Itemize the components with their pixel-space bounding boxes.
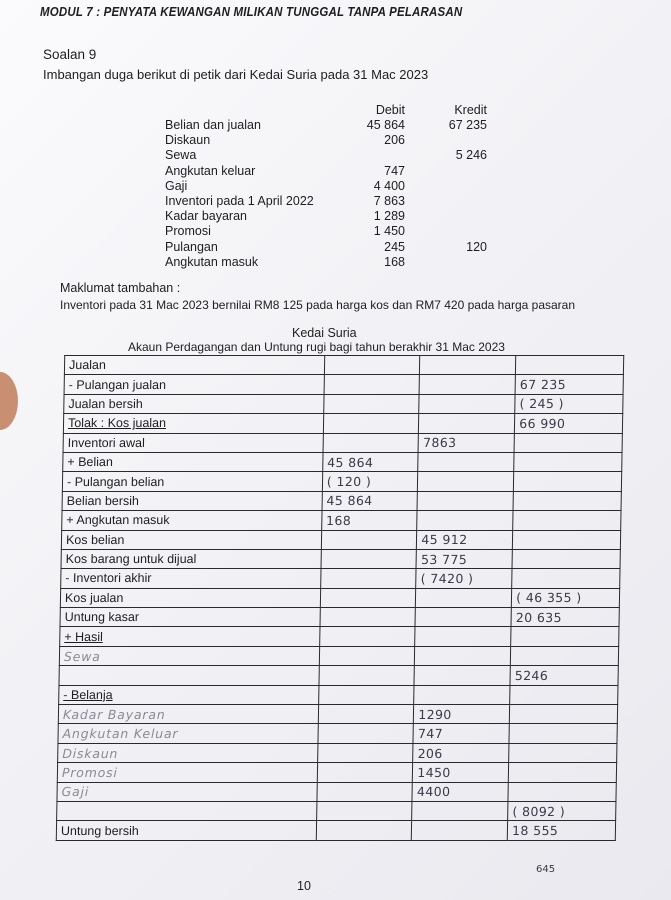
tb-row: Gaji 4 400: [165, 179, 405, 193]
table-row: Promosi 1450: [57, 763, 616, 782]
account-company: Kedai Suria: [292, 326, 357, 340]
question-number: Soalan 9: [43, 47, 97, 62]
account-title: Akaun Perdagangan dan Untung rugi bagi tahun berakhir 31 Mac 2023: [128, 340, 505, 354]
table-row: - Inventori akhir ( 7420 ): [61, 569, 620, 588]
table-row: ( 8092 ): [57, 801, 616, 820]
table-row: + Hasil: [60, 627, 619, 646]
tb-row: Inventori pada 1 April 2022 7 863: [165, 194, 405, 208]
table-row: + Belian 45 864: [63, 452, 622, 471]
tb-row: Promosi 1 450: [165, 224, 405, 238]
page-number: 10: [297, 879, 311, 893]
table-row: Tolak : Kos jualan 66 990: [63, 414, 622, 433]
tb-row: Kadar bayaran 1 289: [165, 209, 405, 223]
tb-row: Diskaun 206: [165, 133, 405, 147]
table-row: Sewa: [59, 646, 618, 665]
credit-header: Kredit: [454, 103, 487, 117]
table-row: - Pulangan jualan 67 235: [64, 375, 623, 394]
handwritten-correction: 645: [536, 864, 556, 875]
trading-profit-loss-table: [56, 355, 624, 841]
table-row: Gaji 4400: [57, 782, 616, 801]
table-row: - Belanja: [59, 685, 618, 704]
table-row: Kos barang untuk dijual 53 775: [61, 549, 620, 568]
table-row: Untung bersih 18 555: [56, 821, 615, 840]
table-row: Diskaun 206: [58, 743, 617, 762]
table-row: + Angkutan masuk 168: [62, 511, 621, 530]
tb-row: Angkutan keluar 747: [165, 164, 405, 178]
debit-header: Debit: [375, 103, 405, 117]
table-row: 5246: [59, 666, 618, 685]
table-row: Inventori awal 7863: [63, 433, 622, 452]
tb-row: Pulangan 245 120: [165, 240, 487, 254]
table-row: - Pulangan belian ( 120 ): [62, 472, 621, 491]
table-row: Jualan bersih ( 245 ): [64, 394, 623, 413]
table-row: Jualan: [64, 356, 623, 375]
table-row: Kos belian 45 912: [61, 530, 620, 549]
table-row: Untung kasar 20 635: [60, 608, 619, 627]
table-row: Kadar Bayaran 1290: [58, 705, 617, 724]
tb-row: Angkutan masuk 168: [165, 255, 405, 269]
additional-info-title: Maklumat tambahan :: [60, 281, 181, 295]
table-row: Belian bersih 45 864: [62, 491, 621, 510]
module-title: MODUL 7 : PENYATA KEWANGAN MILIKAN TUNGGAL TANPA PELARASAN: [40, 5, 463, 19]
question-intro: Imbangan duga berikut di petik dari Kedai Suria pada 31 Mac 2023: [43, 67, 429, 82]
additional-info-text: Inventori pada 31 Mac 2023 bernilai RM8 125 pada harga kos dan RM7 420 pada harga pasaran: [60, 298, 576, 312]
tb-row: Sewa 5 246: [165, 148, 487, 162]
thumb: [0, 372, 18, 430]
table-row: Kos jualan ( 46 355 ): [60, 588, 619, 607]
table-row: Angkutan Keluar 747: [58, 724, 617, 743]
tb-row: Belian dan jualan 45 864 67 235: [165, 118, 487, 132]
